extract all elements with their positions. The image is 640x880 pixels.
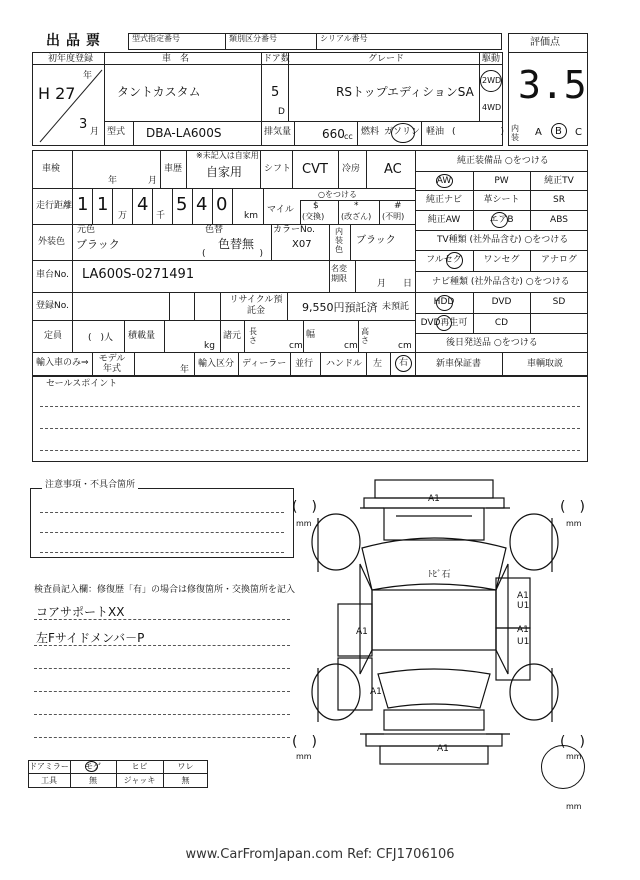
displacement-value: 660 — [322, 127, 345, 141]
history-value: 自家用 — [206, 165, 243, 179]
mileage-label: 走行距離 — [36, 201, 73, 211]
chassis-label: 車台No. — [36, 270, 69, 280]
diagram-left-door: A1 — [356, 627, 368, 637]
right-rear-door — [496, 625, 530, 680]
diagram-windshield-chip: ﾄﾋﾞ石 — [428, 570, 451, 580]
mileage-unit-sen: 千 — [156, 211, 166, 221]
first-reg-label: 初年度登録 — [48, 54, 94, 64]
mileage-tampered: (改ざん) — [341, 212, 372, 221]
capacity-label: 定員 — [44, 331, 63, 341]
original-color-value: ブラック — [76, 238, 120, 251]
wheel-front-right — [510, 514, 558, 570]
mileage-mile: マイル — [267, 205, 294, 215]
tool-value: 無 — [89, 776, 97, 785]
import-model-year: モデル年式 — [98, 354, 126, 374]
break-label: ワレ — [177, 762, 194, 771]
mirror-value: モゲ — [85, 762, 101, 771]
dims-height: 高さ — [361, 327, 369, 345]
displacement-unit: cc — [344, 132, 353, 141]
mileage-unknown: (不明) — [382, 212, 405, 221]
rear-bumper — [366, 734, 502, 746]
diagram-right-front-u1: U1 — [517, 601, 530, 611]
hood — [384, 508, 484, 540]
handle-label: ハンドル — [326, 359, 363, 369]
tv-header: TV種類 (社外品含む) ○をつける — [437, 235, 569, 245]
diagram-left-rear: A1 — [370, 687, 382, 697]
door-type: D — [278, 107, 285, 117]
registration-label: 登録No. — [36, 301, 69, 311]
grade-label: グレード — [368, 54, 405, 64]
mileage-digit-6: 0 — [216, 194, 228, 215]
fuel-value: ガソリン — [384, 127, 421, 137]
footer-watermark: www.CarFromJapan.com Ref: CFJ1706106 — [185, 847, 455, 862]
equip-airbag: エアB — [489, 215, 514, 225]
inspection-year: 年 — [108, 176, 118, 186]
name-change-label: 名変期限 — [331, 264, 347, 283]
tire-rear-right-mm: mm — [566, 752, 582, 761]
diesel-bracket: ( ) — [452, 127, 505, 137]
mirror-label: ドアミラー — [29, 762, 69, 771]
equip-aw: AW — [436, 176, 452, 186]
capacity-persons: ( )人 — [88, 333, 114, 343]
recycle-value: 9,550円預託済 — [302, 301, 378, 314]
equip-leather: 革シート — [483, 195, 520, 205]
dims-height-cm: cm — [398, 341, 412, 351]
ac-value: AC — [384, 162, 402, 177]
history-note: ※未記入は自家用 — [196, 151, 259, 160]
approval-no-label: 型式指定番号 — [132, 34, 180, 43]
car-diagram — [300, 478, 570, 778]
color-no-value: X07 — [292, 239, 312, 250]
equip-sr: SR — [553, 195, 565, 205]
tv-analog: アナログ — [540, 255, 577, 265]
navi-dvd: DVD — [491, 297, 512, 307]
diagram-right-front-a1: A1 — [517, 591, 529, 601]
mileage-digit-4: 5 — [176, 194, 188, 215]
jack-value: 無 — [181, 776, 190, 785]
interior-grade-b: B — [555, 126, 562, 137]
name-change-day: 日 — [403, 279, 413, 289]
drive-4wd: 4WD — [482, 103, 502, 112]
inspector-note: 検査員記入欄：修復歴「有」の場合は修復箇所・交換箇所を記入 — [34, 585, 296, 595]
equip-tv: 純正TV — [544, 176, 574, 186]
navi-hdd: HDD — [433, 297, 455, 307]
tool-label: 工具 — [41, 776, 57, 785]
mileage-exchange: (交換) — [302, 212, 325, 221]
equip-genuine-aw: 純正AW — [427, 215, 461, 225]
car-name-label: 車 名 — [162, 54, 190, 64]
diagram-a1-front: A1 — [428, 494, 440, 504]
diagram-right-rear-a1: A1 — [517, 625, 529, 635]
door-label: ドア数 — [263, 54, 290, 64]
repaint-label: 色替 — [205, 225, 224, 235]
interior-grade-a: A — [535, 127, 542, 138]
equip-abs: ABS — [550, 215, 568, 225]
tire-rear-left-bracket: ( ) — [292, 734, 317, 750]
mileage-digit-2: 1 — [97, 194, 109, 215]
notes-box — [30, 488, 294, 558]
mileage-digit-5: 4 — [196, 194, 208, 215]
drive-2wd: 2WD — [482, 76, 502, 85]
docs-header: 後日発送品 ○をつける — [446, 338, 538, 348]
original-color-label: 元色 — [77, 225, 96, 235]
spare-tire — [541, 745, 585, 789]
displacement-label: 排気量 — [264, 127, 292, 137]
interior-color-value: ブラック — [356, 235, 396, 246]
tire-rear-right-bracket: ( ) — [560, 734, 585, 750]
score-label: 評価点 — [530, 37, 560, 48]
first-reg-month: 3 — [79, 117, 88, 132]
page-title: 出品票 — [46, 33, 106, 49]
import-year-unit: 年 — [180, 365, 190, 375]
handle-left: 左 — [373, 359, 383, 369]
load-label: 積載量 — [128, 331, 156, 341]
model-label: 型式 — [107, 127, 126, 137]
crack-label: ヒビ — [131, 762, 148, 771]
wheel-rear-right — [510, 664, 558, 720]
dims-width-cm: cm — [344, 341, 358, 351]
diesel-label: 軽油 — [426, 127, 445, 137]
sales-point-label: セールスポイント — [46, 379, 118, 389]
tire-front-left-mm: mm — [296, 519, 312, 528]
tire-rear-left-mm: mm — [296, 752, 312, 761]
score-value: 3.5 — [518, 63, 587, 107]
diagram-rear-a1: A1 — [437, 744, 449, 754]
door-count: 5 — [271, 85, 280, 100]
diagram-right-rear-u1: U1 — [517, 637, 530, 647]
interior-grade-label: 内装 — [511, 124, 519, 142]
mileage-circle-note: ○をつける — [318, 190, 357, 199]
tire-front-right-mm: mm — [566, 519, 582, 528]
note-line-1: コアサポートXX — [36, 605, 125, 619]
navi-header: ナビ種類 (社外品含む) ○をつける — [432, 277, 570, 287]
notes-label: 注意事項・不具合箇所 — [42, 481, 138, 490]
chassis-value: LA600S-0271491 — [82, 267, 195, 282]
repaint-value: 色替無 — [218, 237, 255, 251]
mileage-km: km — [244, 211, 258, 221]
mileage-hash: # — [394, 201, 402, 211]
inspection-month: 月 — [148, 176, 158, 186]
equip-pw: PW — [494, 176, 509, 186]
navi-sd: SD — [552, 297, 566, 307]
dims-width: 幅 — [306, 330, 316, 340]
jack-label: ジャッキ — [123, 776, 156, 785]
windshield — [362, 538, 506, 590]
drive-label: 駆動 — [482, 54, 501, 64]
note-line-2: 左Fサイドメンバ－P — [36, 631, 145, 645]
import-category-label: 輸入区分 — [198, 359, 235, 369]
tire-front-right-bracket: ( ) — [560, 499, 585, 515]
name-change-month: 月 — [377, 279, 387, 289]
navi-dvd-play: DVD再生可 — [420, 318, 468, 328]
import-dealer: ディーラー — [242, 359, 287, 369]
navi-cd: CD — [494, 318, 509, 328]
rear-glass — [378, 669, 490, 708]
shift-value: CVT — [302, 162, 328, 177]
docs-manual: 車輌取説 — [526, 359, 563, 369]
first-reg-year: H 27 — [38, 84, 76, 103]
mileage-digit-3: 4 — [137, 194, 149, 215]
docs-warranty: 新車保証書 — [435, 359, 481, 369]
mileage-digit-1: 1 — [77, 194, 89, 215]
interior-grade-c: C — [575, 127, 582, 138]
load-kg: kg — [204, 341, 215, 351]
wheel-front-left — [312, 514, 360, 570]
grade-value: RSトップエディションSA — [336, 85, 474, 99]
wheel-rear-left — [312, 664, 360, 720]
recycle-unpaid: 未預託 — [382, 302, 410, 312]
shift-label: シフト — [264, 164, 292, 174]
ac-label: 冷房 — [342, 164, 361, 174]
equip-navi: 純正ナビ — [425, 195, 462, 205]
recycle-label: リサイクル預託金 — [229, 295, 283, 316]
class-no-label: 類別区分番号 — [229, 34, 277, 43]
inspection-label: 車検 — [42, 164, 61, 174]
tv-oneseg: ワンセグ — [483, 255, 520, 265]
import-parallel: 並行 — [295, 359, 314, 369]
color-no-label: カラーNo. — [273, 225, 315, 235]
tv-fullseg: フルセグ — [426, 255, 462, 265]
repaint-paren: ( ) — [202, 249, 264, 259]
month-unit: 月 — [90, 127, 100, 137]
handle-right: 右 — [399, 358, 409, 368]
history-label: 車歴 — [164, 164, 183, 174]
tire-front-left-bracket: ( ) — [292, 499, 317, 515]
dims-label: 諸元 — [223, 331, 242, 341]
serial-no-label: シリアル番号 — [320, 34, 368, 43]
dims-length: 長さ — [249, 327, 257, 345]
dims-length-cm: cm — [289, 341, 303, 351]
year-unit: 年 — [83, 71, 93, 81]
import-label: 輸入車のみ⇒ — [36, 358, 89, 368]
trunk — [384, 710, 484, 730]
equipment-header: 純正装備品 ○をつける — [457, 156, 549, 166]
mileage-star: * — [354, 201, 359, 211]
interior-color-label: 内装色 — [335, 227, 343, 254]
roof — [372, 590, 496, 650]
exterior-color-label: 外装色 — [38, 237, 66, 247]
model-value: DBA-LA600S — [146, 126, 222, 140]
mileage-dollar: $ — [313, 201, 319, 211]
car-name-value: タントカスタム — [117, 85, 201, 99]
fuel-label: 燃料 — [361, 127, 380, 137]
mileage-unit-man: 万 — [118, 211, 128, 221]
spare-tire-mm: mm — [566, 802, 582, 811]
